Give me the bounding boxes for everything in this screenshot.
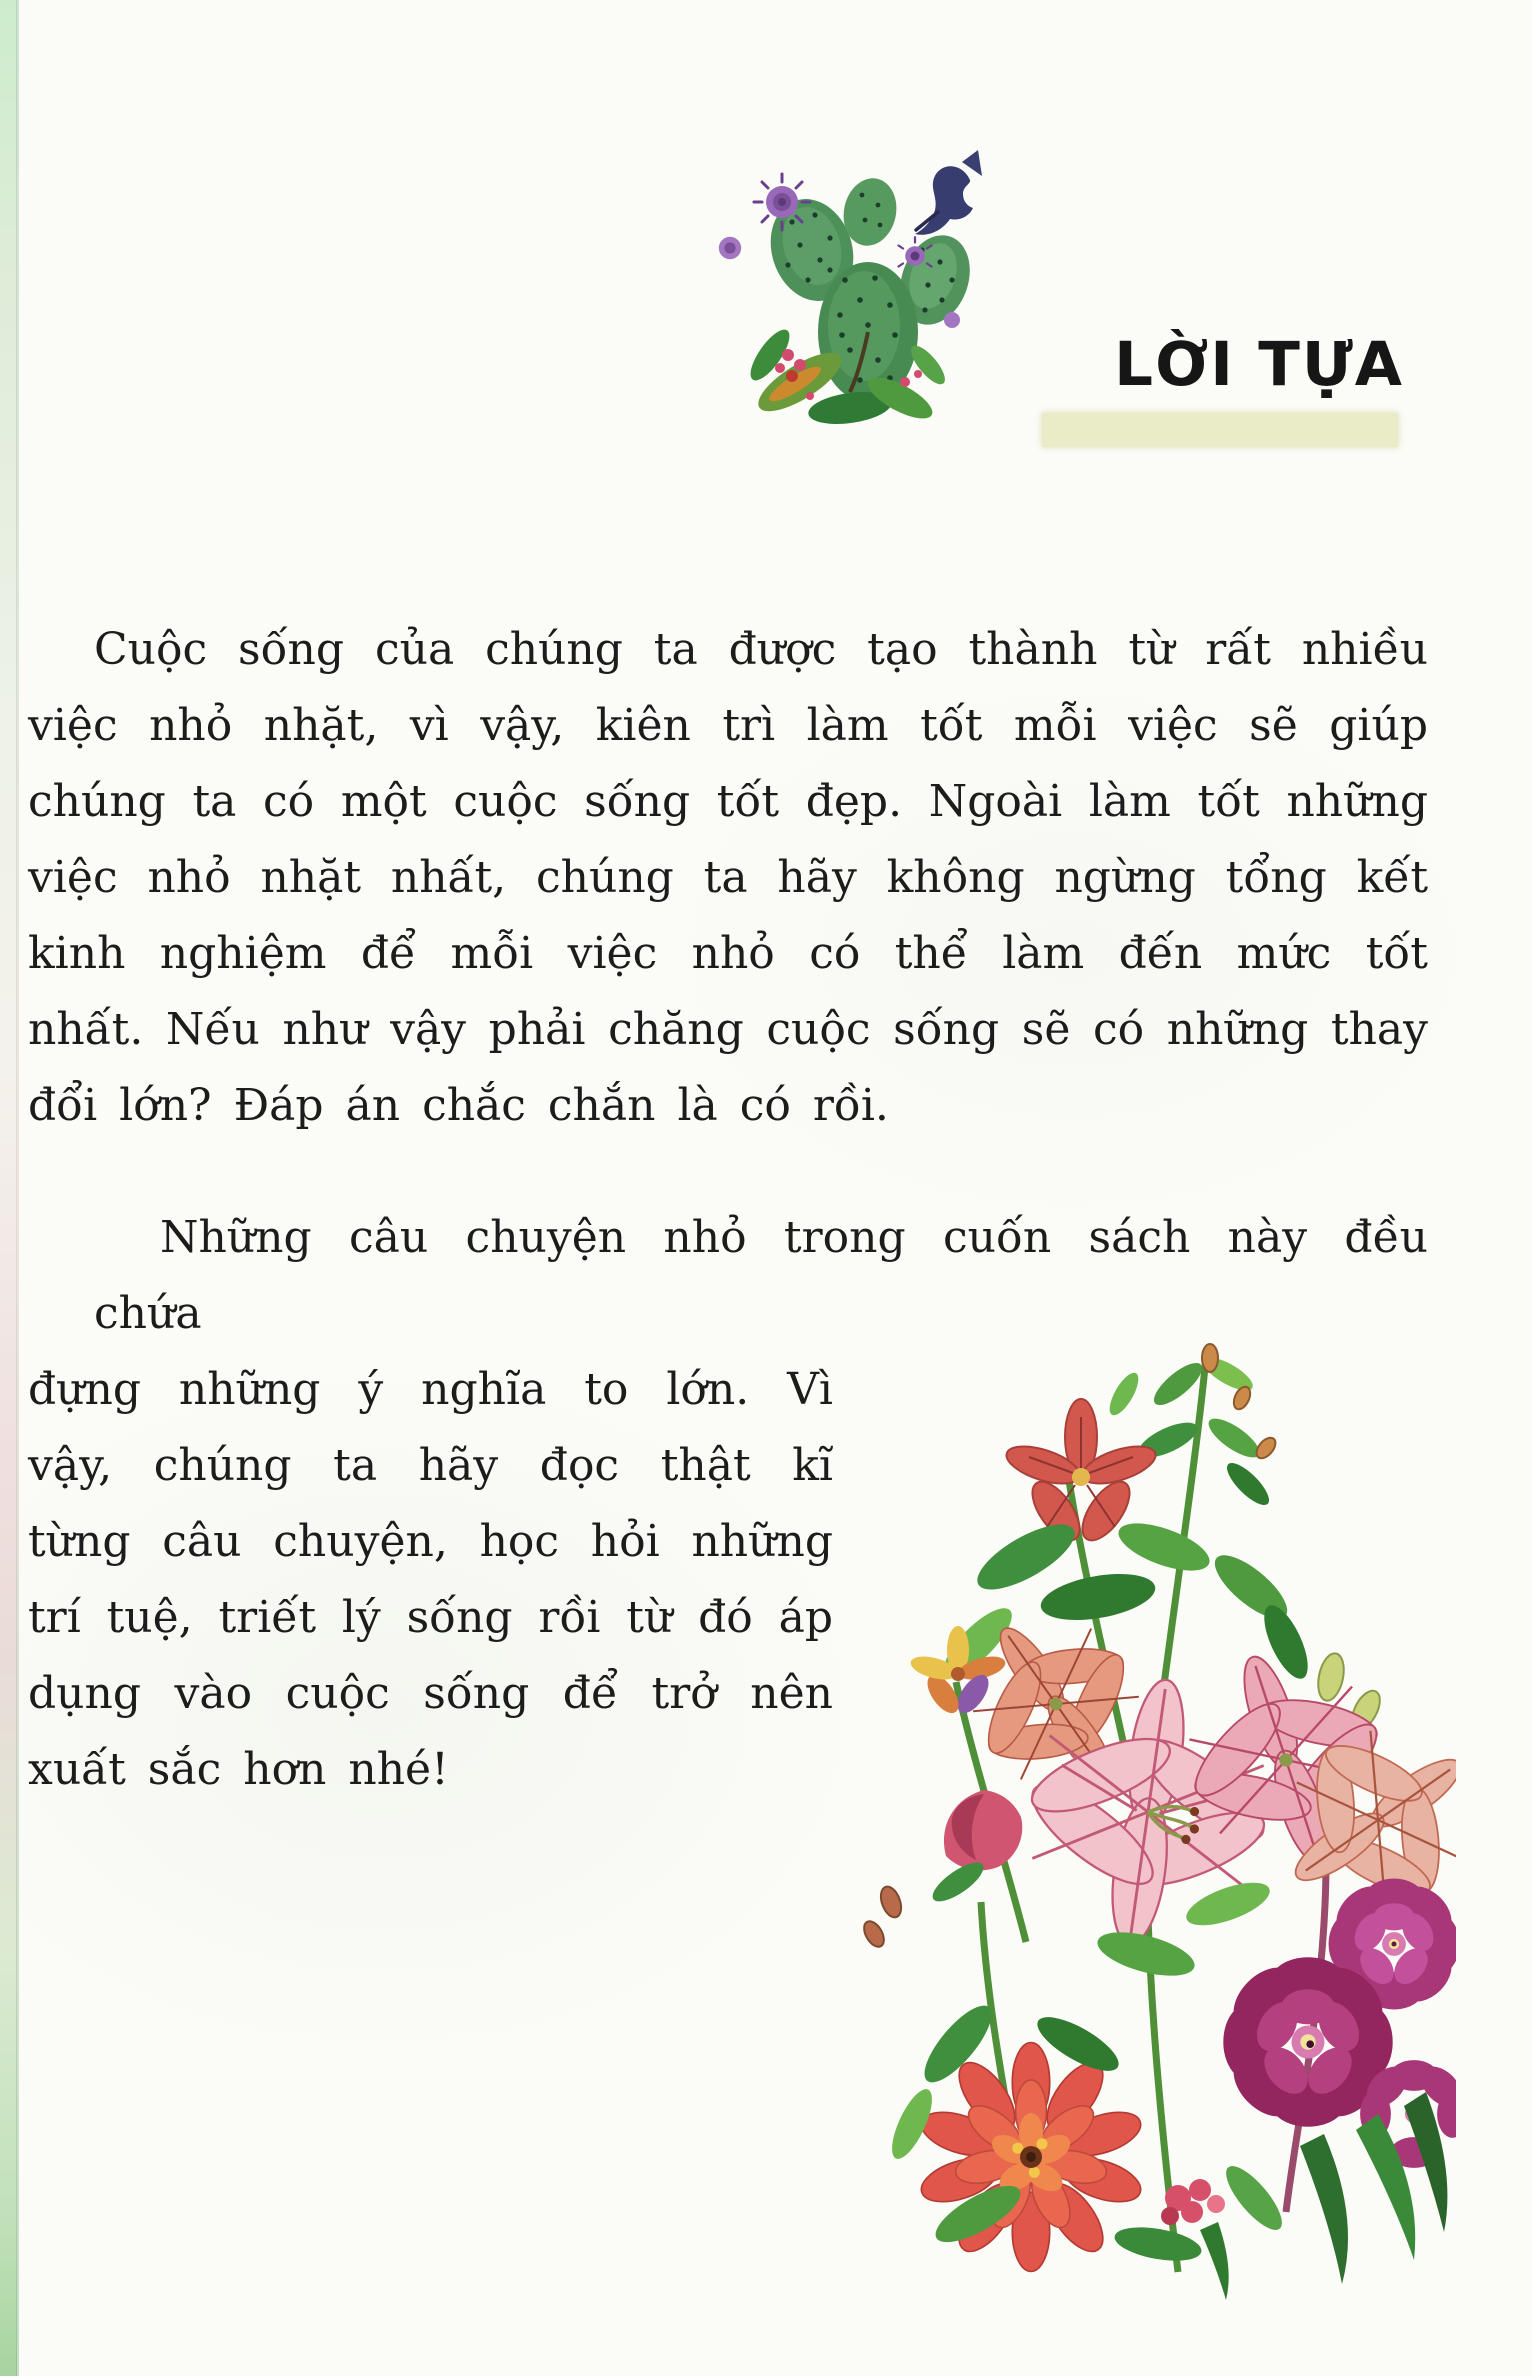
paragraph-2-rest: đựng những ý nghĩa to lớn. Vì vậy, chúng ta hãy đọc thật kĩ từng câu chuyện, học hỏi những trí tuệ, triết lý sống rồi từ đó áp dụng vào cuộc sống để trở nên xuất sắc hơn nhé! [28, 1364, 833, 1795]
preface-text [28, 612, 1428, 2282]
flower-bouquet-illustration [726, 1342, 1456, 2302]
title-highlight-bar [1042, 413, 1398, 447]
left-buds [860, 1884, 905, 1950]
paragraph-2-first-line: Những câu chuyện nhỏ trong cuốn sách này đều chứa [94, 1212, 1428, 1339]
page-title: LỜI TỰA [1114, 329, 1404, 400]
pink-tulip-bud [927, 1790, 1022, 1908]
paragraph-2-wrap [28, 1352, 1428, 1808]
page-spine-gradient [0, 0, 17, 2376]
cactus-hummingbird-illustration [700, 150, 1000, 440]
hummingbird-icon [915, 150, 982, 235]
paragraph-1: Cuộc sống của chúng ta được tạo thành từ rất nhiều việc nhỏ nhặt, vì vậy, kiên trì làm tốt mỗi việc sẽ giúp chúng ta có một cuộc sống tốt đẹp. Ngoài làm tốt những việc nhỏ nhặt nhất, chúng ta hãy không ngừng tổng kết kinh nghiệm để mỗi việc nhỏ có thể làm đến mức tốt nhất. Nếu như vậy phải chăng cuộc sống sẽ có những thay đổi lớn? Đáp án chắc chắn là có rồi. [28, 624, 1428, 1131]
flower-bouquet-anchor [858, 1352, 1428, 2282]
